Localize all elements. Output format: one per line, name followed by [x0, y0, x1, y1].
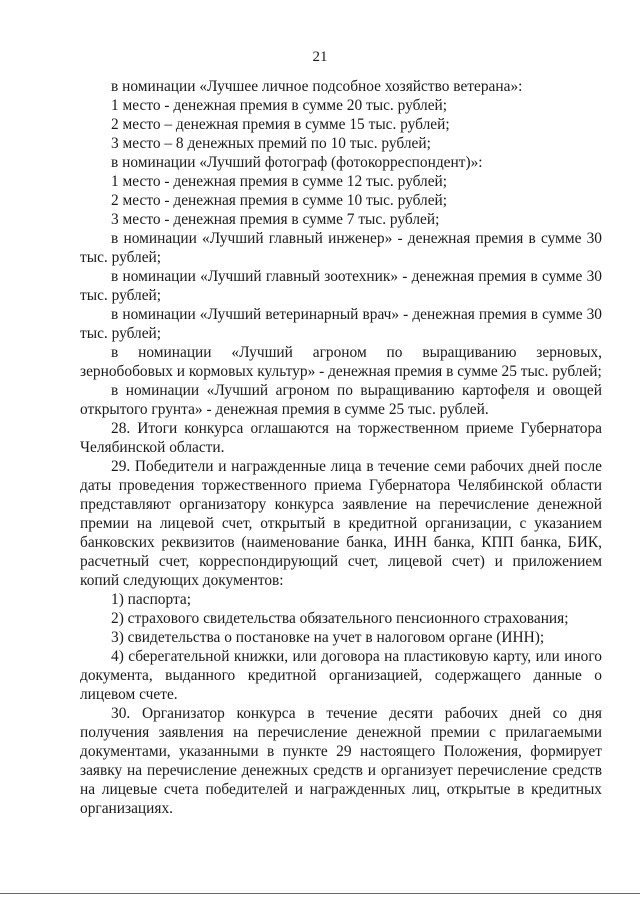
paragraph-nomination-veteran-farm: в номинации «Лучшее личное подсобное хозяйство ветерана»: [111, 78, 523, 95]
paragraph-photo-place-2: 2 место - денежная премия в сумме 10 тыс. рублей; [111, 192, 448, 209]
paragraph-farm-place-3: 3 место – 8 денежных премий по 10 тыс. рублей; [111, 135, 431, 152]
paragraph-nomination-veterinarian: в номинации «Лучший ветеринарный врач» - денежная премия в сумме 30 тыс. рублей; [80, 306, 602, 342]
paragraph-nomination-chief-engineer: в номинации «Лучший главный инженер» - денежная премия в сумме 30 тыс. рублей; [80, 230, 602, 266]
paragraph-nomination-grain-agronomist: в номинации «Лучший агроном по выращиванию зерновых, зернобобовых и кормовых культур» - денежная премия в сумме 25 тыс. рублей; [80, 344, 602, 380]
document-body [80, 77, 602, 818]
paragraph-doc-passport: 1) паспорта; [111, 591, 192, 608]
paragraph-clause-28: 28. Итоги конкурса оглашаются на торжественном приеме Губернатора Челябинской области. [80, 420, 602, 456]
paragraph-doc-savings-book: 4) сберегательной книжки, или договора на пластиковую карту, или иного документа, выданного кредитной организацией, содержащего данные о лицевом счете. [80, 648, 602, 703]
paragraph-clause-30: 30. Организатор конкурса в течение десяти рабочих дней со дня получения заявления на перечисление денежной премии с прилагаемыми документами, указанными в пункте 29 настоящего Положения, формирует заявку на перечисление денежных средств и организует перечисление средств на лицевые счета победителей и награжденных лиц, открытые в кредитных организациях. [80, 705, 602, 817]
paragraph-nomination-vegetable-agronomist: в номинации «Лучший агроном по выращиванию картофеля и овощей открытого грунта» - денежная премия в сумме 25 тыс. рублей. [80, 382, 602, 418]
page-number: 21 [312, 49, 328, 65]
paragraph-photo-place-1: 1 место - денежная премия в сумме 12 тыс. рублей; [111, 173, 448, 190]
paragraph-nomination-photographer: в номинации «Лучший фотограф (фотокорреспондент)»: [111, 154, 483, 171]
bottom-scan-line [0, 893, 640, 894]
paragraph-farm-place-2: 2 место – денежная премия в сумме 15 тыс. рублей; [111, 116, 450, 133]
paragraph-nomination-chief-zootechnician: в номинации «Лучший главный зоотехник» - денежная премия в сумме 30 тыс. рублей; [80, 268, 602, 304]
paragraph-photo-place-3: 3 место - денежная премия в сумме 7 тыс. рублей; [111, 211, 440, 228]
paragraph-doc-tax-certificate: 3) свидетельства о постановке на учет в налоговом органе (ИНН); [111, 629, 545, 646]
paragraph-clause-29: 29. Победители и награжденные лица в течение семи рабочих дней после даты проведения торжественного приема Губернатора Челябинской области представляют организатору конкурса заявление на перечисление денежной премии на лицевой счет, открытый в кредитной организации, с указанием банковских реквизитов (наименование банка, ИНН банка, КПП банка, БИК, расчетный счет, корреспондирующий счет, лицевой счет) и приложением копий следующих документов: [80, 458, 602, 589]
paragraph-doc-pension-certificate: 2) страхового свидетельства обязательного пенсионного страхования; [111, 610, 569, 627]
paragraph-farm-place-1: 1 место - денежная премия в сумме 20 тыс. рублей; [111, 97, 448, 114]
